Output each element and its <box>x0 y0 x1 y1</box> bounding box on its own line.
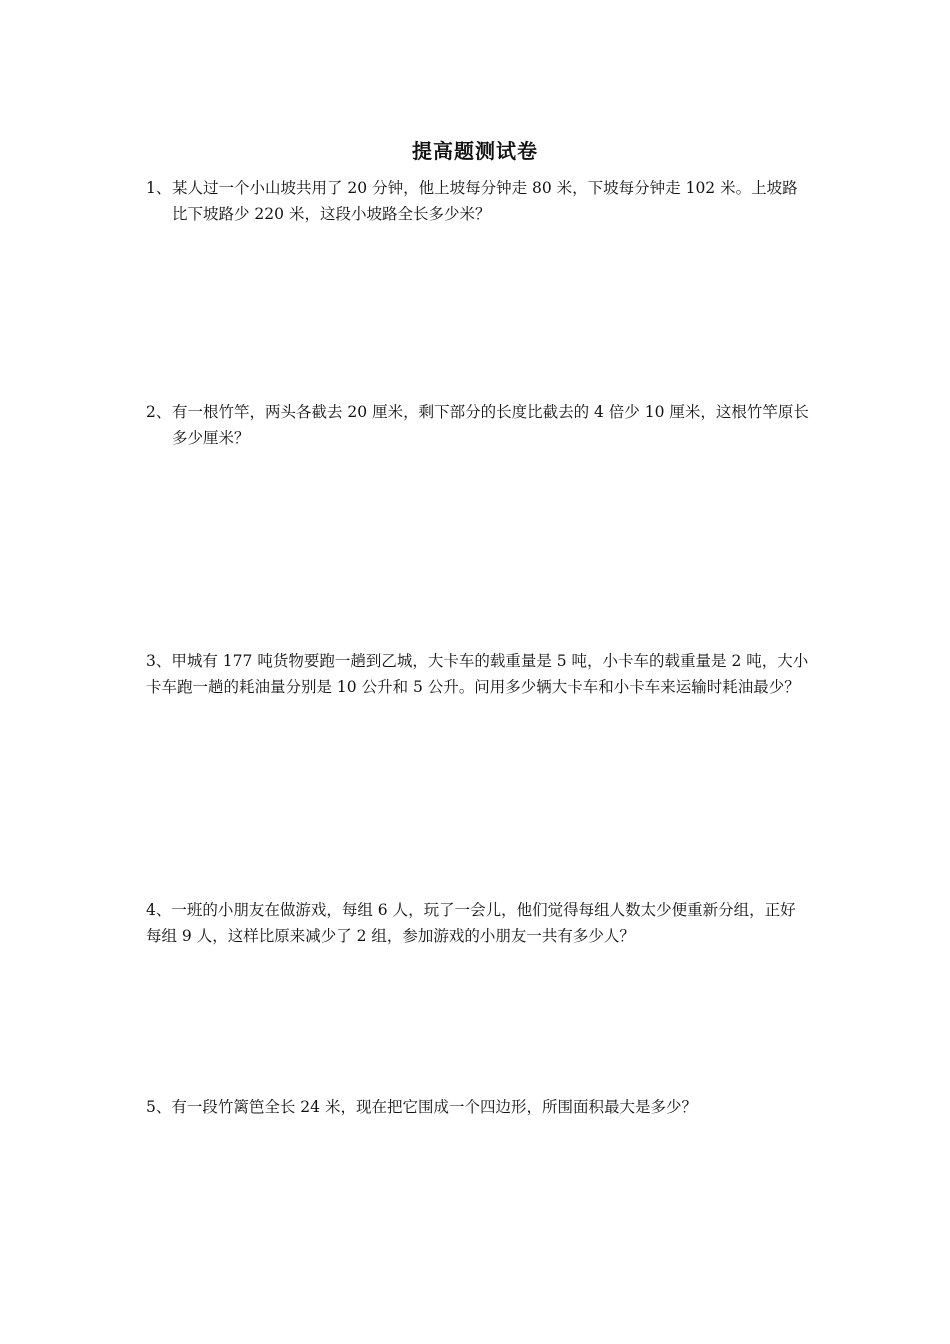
question-number: 3、 <box>146 652 172 670</box>
question-number: 5、 <box>146 1098 172 1116</box>
question-3 <box>146 648 810 700</box>
question-5 <box>146 1094 810 1120</box>
question-2 <box>146 399 810 451</box>
question-number: 1、 <box>146 179 172 197</box>
question-text: 有一根竹竿，两头各截去 20 厘米，剩下部分的长度比截去的 4 倍少 10 厘米，这根竹竿原长多少厘米？ <box>172 403 809 447</box>
question-text: 某人过一个小山坡共用了 20 分钟，他上坡每分钟走 80 米，下坡每分钟走 102 米。上坡路比下坡路少 220 米，这段小坡路全长多少米？ <box>172 179 798 223</box>
question-number: 2、 <box>146 403 172 421</box>
question-text: 甲城有 177 吨货物要跑一趟到乙城，大卡车的载重量是 5 吨，小卡车的载重量是 2 吨，大小卡车跑一趟的耗油量分别是 10 公升和 5 公升。问用多少辆大卡车和小卡车来运输时耗油最少？ <box>146 652 809 696</box>
question-4 <box>146 897 810 949</box>
question-1 <box>146 175 810 227</box>
question-number: 4、 <box>146 901 172 919</box>
page-title: 提高题测试卷 <box>412 139 538 163</box>
question-text: 有一段竹篱笆全长 24 米，现在把它围成一个四边形，所围面积最大是多少？ <box>171 1098 697 1116</box>
question-text: 一班的小朋友在做游戏，每组 6 人，玩了一会儿，他们觉得每组人数太少便重新分组，正好每组 9 人，这样比原来减少了 2 组，参加游戏的小朋友一共有多少人？ <box>146 901 796 945</box>
